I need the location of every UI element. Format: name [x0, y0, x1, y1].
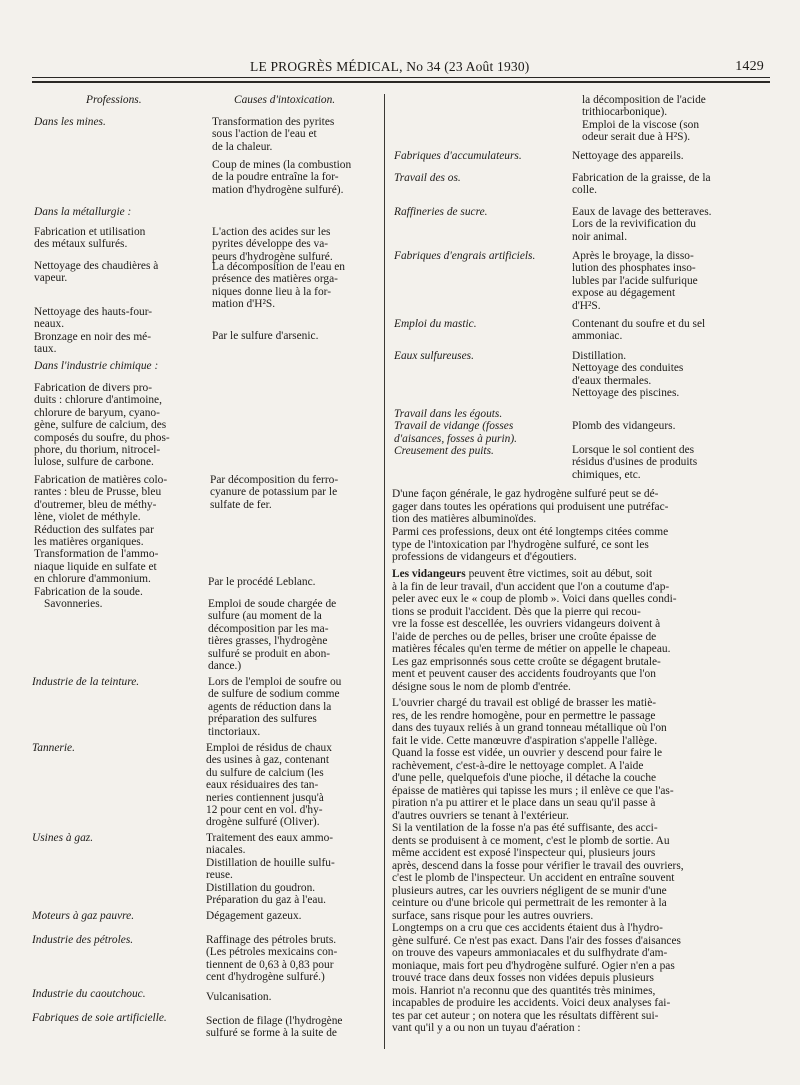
cause-os: Fabrication de la graisse, de la colle.: [572, 172, 711, 197]
paragraph-ventilation: Si la ventilation de la fosse n'a pas été suffisante, des acci- dents se produisent à ce moment, c'est le plomb de sortie. Au même accident est exposé l'inspecteur qui, plusieurs jours après, descend dans la fosse pour vérifier le travail des ouvriers, c'est le plomb de l'inspecteur. Un accident en entraîne souvent plusieurs autres, car les ouvriers négligent de se munir d'une ceinture ou d'une bricole qui permettrait de les remonter à la surface, sans risque pour les autres ouvriers.: [392, 822, 684, 922]
profession-eaux-sulfureuses: Eaux sulfureuses.: [394, 350, 474, 362]
profession-os: Travail des os.: [394, 172, 461, 184]
paragraph-ouvrier: L'ouvrier chargé du travail est obligé de brasser les matiè- res, de les rendre homogène, pour en permettre le passage dans des tuyaux reliés à un grand tonneau métallique où l'on fait le vide. Cette manœuvre d'aspiration s'appelle l'allège.: [392, 697, 667, 747]
vidangeurs-lead: Les vidangeurs: [392, 568, 466, 580]
profession-soie: Fabriques de soie artificielle.: [32, 1012, 167, 1024]
header-rule-thin: [32, 77, 770, 78]
heading-causes: Causes d'intoxication.: [234, 94, 336, 106]
cause-savonneries: Emploi de soude chargée de sulfure (au moment de la décomposition par les ma- tières grasses, l'hydrogène sulfuré se produit en abon- dance.): [208, 598, 337, 673]
cause-egouts-1: Plomb des vidangeurs.: [572, 420, 676, 432]
profession-teinture: Industrie de la teinture.: [32, 676, 140, 688]
column-divider: [384, 94, 385, 1049]
profession-chimie-2: Fabrication de matières colo- rantes : bleu de Prusse, bleu d'outremer, bleu de méthy- lène, violet de méthyle. Réduction des sulfates par les matières organiques. Transformation de l'ammo- niaque liquide en sulfate et en chlorure d'ammonium. Fabrication de la soude.: [34, 474, 168, 598]
profession-chimie: Dans l'industrie chimique :: [34, 360, 159, 372]
profession-engrais: Fabriques d'engrais artificiels.: [394, 250, 536, 262]
cause-mines-2: Coup de mines (la combustion de la poudre entraîne la for- mation d'hydrogène sulfuré).: [212, 159, 352, 196]
cause-accumulateurs: Nettoyage des appareils.: [572, 150, 684, 162]
paragraph-fosse-videe: Quand la fosse est vidée, un ouvrier y descend pour faire le rachèvement, c'est-à-dire le nettoyage complet. A l'aide d'une pelle, quelquefois d'une pioche, il détache la couche épaisse de matières qui tapisse les murs ; il enlève ce que l'as- piration n'a pu attirer et le place dans un seau qu'il passe à d'autres ouvriers se tenant à l'extérieur.: [392, 747, 674, 822]
paragraph-professions: Parmi ces professions, deux ont été longtemps citées comme type de l'intoxication par l'hydrogène sulfuré, ce sont les professions de vidangeurs et d'égoutiers.: [392, 526, 669, 563]
cause-teinture: Lors de l'emploi de soufre ou de sulfure de sodium comme agents de réduction dans la préparation des sulfures tinctoriaux.: [208, 676, 342, 738]
cause-soude: Par le procédé Leblanc.: [208, 576, 316, 588]
journal-title: LE PROGRÈS MÉDICAL, No 34 (23 Août 1930): [250, 59, 530, 74]
profession-chimie-1: Fabrication de divers pro- duits : chlorure d'antimoine, chlorure de baryum, cyano- gène, sulfure de calcium, des composés du soufre, du phos- phore, du thorium, nitrocel- lulose, sulfure de carbone.: [34, 382, 170, 469]
profession-moteurs: Moteurs à gaz pauvre.: [32, 910, 135, 922]
profession-accumulateurs: Fabriques d'accumulateurs.: [394, 150, 522, 162]
profession-petroles: Industrie des pétroles.: [32, 934, 134, 946]
cause-mastic: Contenant du soufre et du sel ammoniac.: [572, 318, 706, 343]
cause-engrais: Après le broyage, la disso- lution des phosphates inso- lubles par l'acide sulfurique expose au dégagement d'H²S.: [572, 250, 698, 312]
paragraph-longtemps: Longtemps on a cru que ces accidents étaient dus à l'hydro- gène sulfuré. Ce n'est pas exact. Dans l'air des fosses d'aisances on trouve des vapeurs ammoniacales et du sulfhydrate d'am- moniaque, mais fort peu d'hydrogène sulfuré. Ogier n'en a pas trouvé trace dans deux fosses non vidées depuis plusieurs mois. Hanriot n'a reconnu que des quantités très minimes, incapables de produire les accidents. Voici deux analyses fai- tes par cet auteur ; on notera que les résultats diffèrent sui- vant qu'il y a ou non un tuyau d'aération :: [392, 922, 681, 1034]
profession-metallurgie: Dans la métallurgie :: [34, 206, 132, 218]
cause-metal-1: L'action des acides sur les pyrites développe des va- peurs d'hydrogène sulfuré.: [212, 226, 333, 263]
profession-tannerie: Tannerie.: [32, 742, 75, 754]
cause-caoutchouc: Vulcanisation.: [206, 991, 272, 1003]
profession-metal-3: Nettoyage des hauts-four- neaux. Bronzage en noir des mé- taux.: [34, 306, 153, 356]
heading-professions: Professions.: [86, 94, 142, 106]
profession-metal-2: Nettoyage des chaudières à vapeur.: [34, 260, 159, 285]
profession-usines-gaz: Usines à gaz.: [32, 832, 94, 844]
header-rule-thick: [32, 81, 770, 83]
cause-tannerie: Emploi de résidus de chaux des usines à gaz, contenant du sulfure de calcium (les eaux résiduaires des tan- neries contiennent jusqu'à 12 pour cent en vol. d'hy- drogène sulfuré (Oliver).: [206, 742, 332, 829]
profession-egouts: Travail dans les égouts. Travail de vidange (fosses d'aisances, fosses à purin). Creusement des puits.: [394, 408, 517, 458]
profession-sucre: Raffineries de sucre.: [394, 206, 488, 218]
cause-chimie-2: Par décomposition du ferro- cyanure de potassium par le sulfate de fer.: [210, 474, 339, 511]
cause-moteurs: Dégagement gazeux.: [206, 910, 302, 922]
cause-metal-2: La décomposition de l'eau en présence des matières orga- niques donne lieu à la for- mation d'H²S.: [212, 261, 346, 311]
vidangeurs-text: peuvent être victimes, soit au début, soit à la fin de leur travail, d'un accident que l'on a coutume d'ap- peler avec eux le « coup de plomb ». Voici dans quelles condi- tions se produit l'accident. Dès que la pierre qui recou- vre la fosse est descellée, les ouvriers vidangeurs doivent à l'aide de perches ou de pelles, briser une croûte épaisse de matières fécales qu'en terme de métier on appelle le chapeau. Les gaz emprisonnés sous cette croûte se dégagent brutale- ment et peuvent causer des accidents foudroyants que l'on désigne sous le nom de plomb d'entrée.: [392, 568, 677, 693]
cause-soie-continued: la décomposition de l'acide trithiocarbonique). Emploi de la viscose (son odeur serait due à H²S).: [582, 94, 706, 144]
profession-mastic: Emploi du mastic.: [394, 318, 477, 330]
paragraph-general: D'une façon générale, le gaz hydrogène sulfuré peut se dé- gager dans toutes les opérations qui produisent une putréfac- tion des matières albuminoïdes.: [392, 488, 669, 525]
cause-petroles: Raffinage des pétroles bruts. (Les pétroles mexicains con- tiennent de 0,63 à 0,83 pour cent d'hydrogène sulfuré.): [206, 934, 338, 984]
page-number: 1429: [735, 59, 764, 74]
cause-egouts-2: Lorsque le sol contient des résidus d'usines de produits chimiques, etc.: [572, 444, 698, 481]
cause-eaux-sulfureuses: Distillation. Nettoyage des conduites d'eaux thermales. Nettoyage des piscines.: [572, 350, 684, 400]
paragraph-vidangeurs: [392, 568, 677, 693]
cause-metal-3: Par le sulfure d'arsenic.: [212, 330, 319, 342]
cause-usines-gaz: Traitement des eaux ammo- niacales. Distillation de houille sulfu- reuse. Distillation du goudron. Préparation du gaz à l'eau.: [206, 832, 335, 907]
cause-mines-1: Transformation des pyrites sous l'action de l'eau et de la chaleur.: [212, 116, 335, 153]
cause-soie: Section de filage (l'hydrogène sulfuré se forme à la suite de: [206, 1015, 343, 1040]
profession-savonneries: Savonneries.: [44, 598, 103, 610]
profession-mines: Dans les mines.: [34, 116, 106, 128]
cause-sucre: Eaux de lavage des betteraves. Lors de la revivification du noir animal.: [572, 206, 712, 243]
profession-metal-1: Fabrication et utilisation des métaux sulfurés.: [34, 226, 146, 251]
profession-caoutchouc: Industrie du caoutchouc.: [32, 988, 146, 1000]
